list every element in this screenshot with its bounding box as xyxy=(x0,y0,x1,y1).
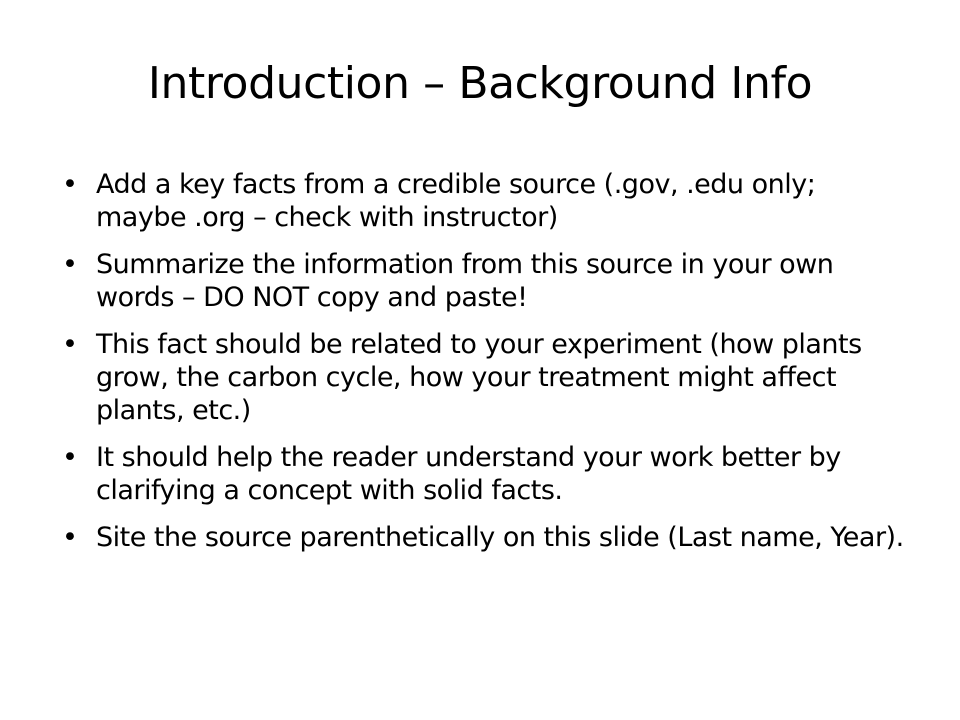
bullet-list xyxy=(60,168,905,568)
bullet-point-icon: • xyxy=(62,169,78,200)
bullet-point-icon: • xyxy=(62,442,78,473)
bullet-item xyxy=(60,441,905,507)
bullet-item xyxy=(60,521,905,554)
slide-title: Introduction – Background Info xyxy=(147,58,813,109)
bullet-item xyxy=(60,248,905,314)
bullet-text: This fact should be related to your experiment (how plants grow, the carbon cycle, how your treatment might affect plants, etc.) xyxy=(96,329,862,426)
bullet-item xyxy=(60,168,905,234)
bullet-text: Add a key facts from a credible source (.gov, .edu only; maybe .org – check with instructor) xyxy=(96,169,816,233)
bullet-point-icon: • xyxy=(62,329,78,360)
bullet-point-icon: • xyxy=(62,249,78,280)
bullet-text: Site the source parenthetically on this slide (Last name, Year). xyxy=(96,522,904,553)
bullet-text: Summarize the information from this source in your own words – DO NOT copy and paste! xyxy=(96,249,834,313)
bullet-item xyxy=(60,328,905,427)
bullet-text: It should help the reader understand your work better by clarifying a concept with solid facts. xyxy=(96,442,841,506)
bullet-point-icon: • xyxy=(62,522,78,553)
